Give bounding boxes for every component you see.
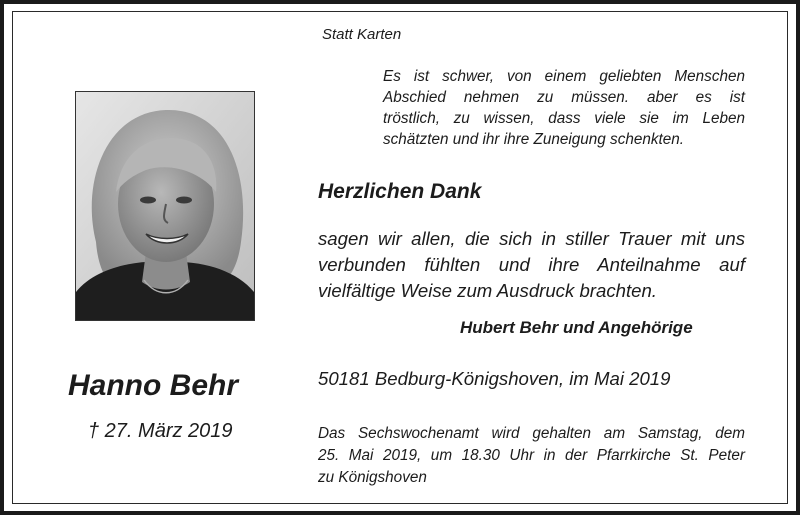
heading-herzlichen-dank: Herzlichen Dank bbox=[318, 180, 482, 203]
death-date: † 27. März 2019 bbox=[88, 420, 233, 442]
thanks-line: vielfältige Weise zum Ausdruck brachten. bbox=[318, 280, 657, 301]
portrait-photo bbox=[75, 91, 255, 321]
service-line: Das Sechswochenamt wird gehalten am Samstag, dem bbox=[318, 425, 745, 442]
thanks-paragraph bbox=[318, 226, 745, 304]
service-line: 25. Mai 2019, um 18.30 Uhr in der Pfarrkirche St. Peter bbox=[318, 447, 745, 464]
condolence-quote bbox=[383, 66, 745, 150]
thanks-line: sagen wir allen, die sich in stiller Trauer mit uns bbox=[318, 228, 745, 249]
place-and-date: 50181 Bedburg-Königshoven, im Mai 2019 bbox=[318, 368, 671, 389]
quote-line: Es ist schwer, von einem geliebten Menschen bbox=[383, 68, 745, 85]
service-line: zu Königshoven bbox=[318, 469, 427, 486]
quote-line: schätzten und ihr ihre Zuneigung schenkten. bbox=[383, 131, 685, 148]
quote-line: tröstlich, zu wissen, dass viele sie im Leben bbox=[383, 110, 745, 127]
deceased-name: Hanno Behr bbox=[68, 369, 239, 402]
statt-karten-label: Statt Karten bbox=[322, 26, 402, 43]
thanks-line: verbunden fühlten und ihre Anteilnahme auf bbox=[318, 254, 745, 275]
quote-line: Abschied nehmen zu müssen. aber es ist bbox=[383, 89, 745, 106]
signers: Hubert Behr und Angehörige bbox=[460, 318, 693, 337]
service-notice bbox=[318, 423, 745, 489]
